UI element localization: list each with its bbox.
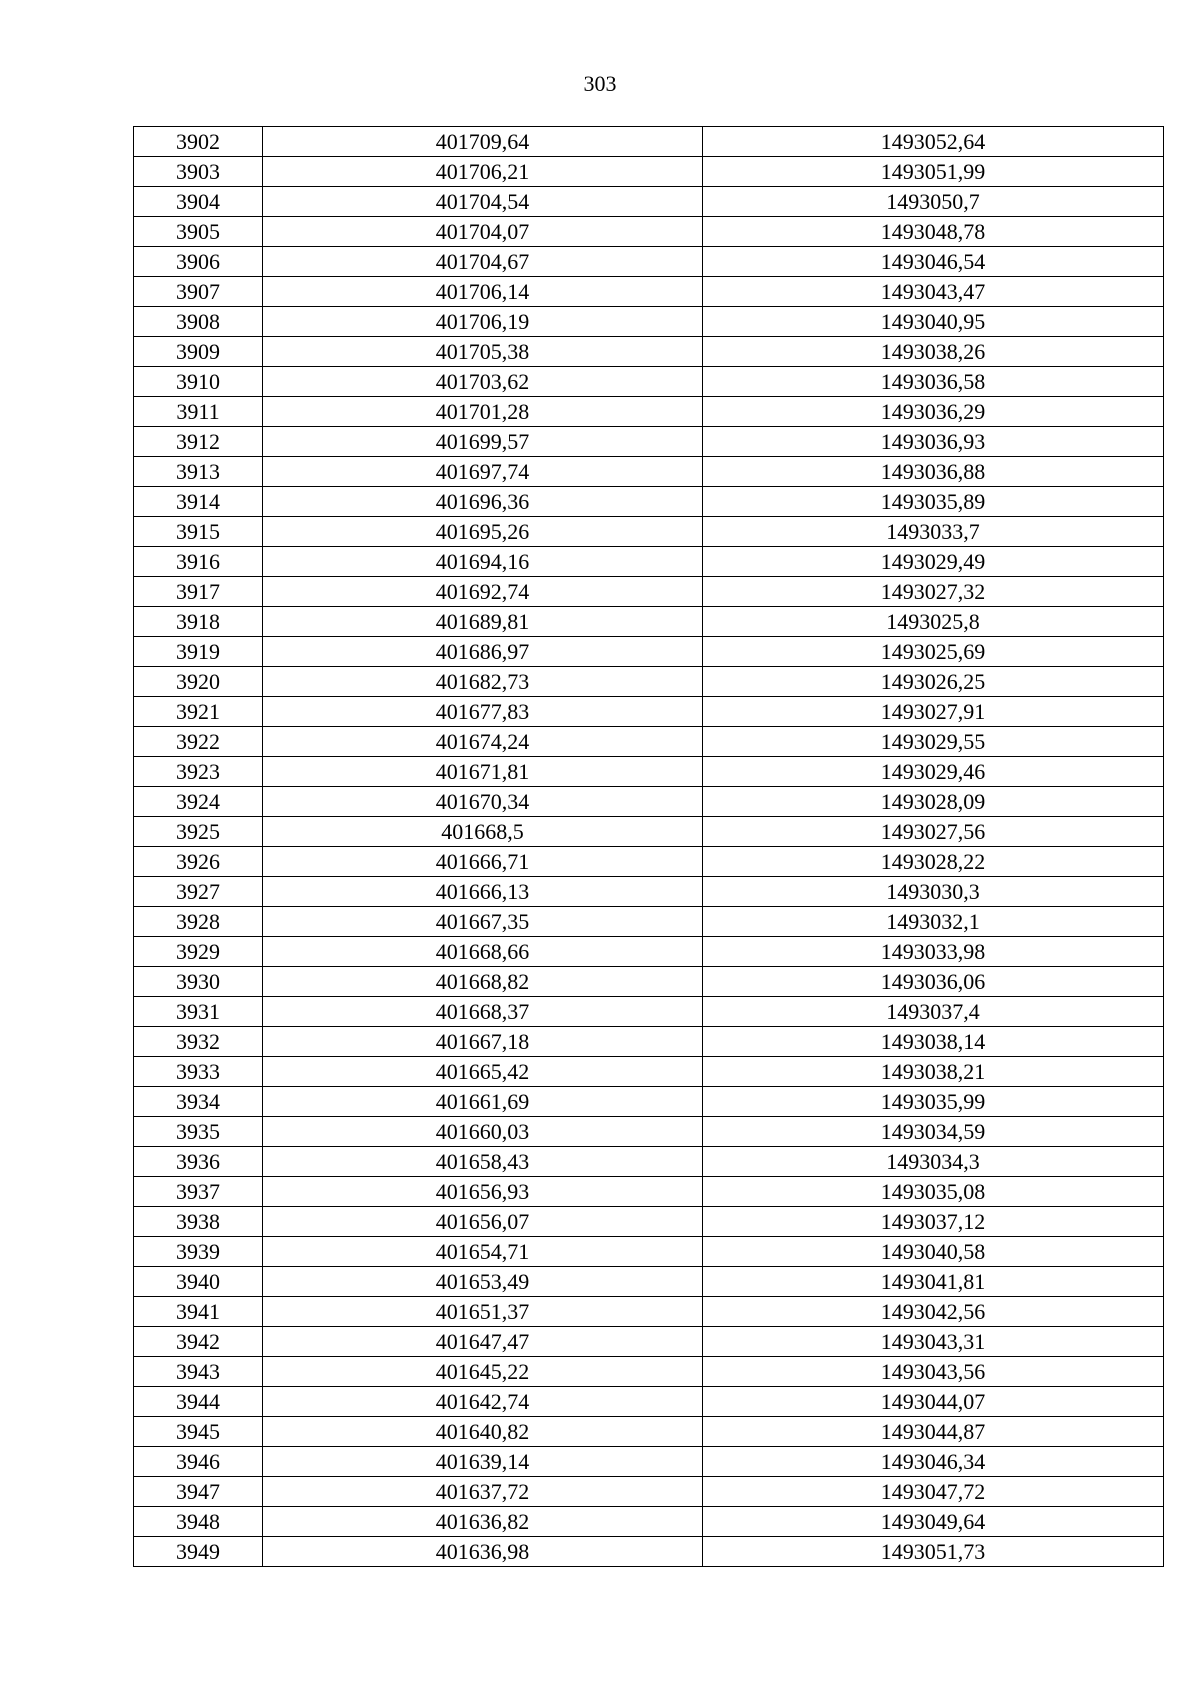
table-row [134, 1477, 1164, 1507]
point-number-cell: 3930 [134, 967, 263, 997]
y-coordinate-cell: 1493040,58 [703, 1237, 1164, 1267]
x-coordinate-cell: 401668,66 [263, 937, 703, 967]
y-coordinate-cell: 1493036,93 [703, 427, 1164, 457]
x-coordinate-cell: 401699,57 [263, 427, 703, 457]
table-row [134, 787, 1164, 817]
x-coordinate-cell: 401651,37 [263, 1297, 703, 1327]
x-coordinate-cell: 401647,47 [263, 1327, 703, 1357]
point-number-cell: 3945 [134, 1417, 263, 1447]
x-coordinate-cell: 401668,37 [263, 997, 703, 1027]
table-row [134, 817, 1164, 847]
x-coordinate-cell: 401653,49 [263, 1267, 703, 1297]
y-coordinate-cell: 1493038,14 [703, 1027, 1164, 1057]
y-coordinate-cell: 1493033,98 [703, 937, 1164, 967]
point-number-cell: 3943 [134, 1357, 263, 1387]
point-number-cell: 3910 [134, 367, 263, 397]
x-coordinate-cell: 401661,69 [263, 1087, 703, 1117]
point-number-cell: 3909 [134, 337, 263, 367]
table-row [134, 367, 1164, 397]
table-row [134, 1237, 1164, 1267]
point-number-cell: 3904 [134, 187, 263, 217]
table-row [134, 427, 1164, 457]
x-coordinate-cell: 401705,38 [263, 337, 703, 367]
point-number-cell: 3928 [134, 907, 263, 937]
table-row [134, 1087, 1164, 1117]
x-coordinate-cell: 401640,82 [263, 1417, 703, 1447]
table-row [134, 847, 1164, 877]
point-number-cell: 3918 [134, 607, 263, 637]
point-number-cell: 3914 [134, 487, 263, 517]
y-coordinate-cell: 1493028,22 [703, 847, 1164, 877]
point-number-cell: 3908 [134, 307, 263, 337]
table-row [134, 397, 1164, 427]
point-number-cell: 3924 [134, 787, 263, 817]
y-coordinate-cell: 1493046,34 [703, 1447, 1164, 1477]
x-coordinate-cell: 401668,82 [263, 967, 703, 997]
y-coordinate-cell: 1493041,81 [703, 1267, 1164, 1297]
y-coordinate-cell: 1493038,21 [703, 1057, 1164, 1087]
point-number-cell: 3906 [134, 247, 263, 277]
x-coordinate-cell: 401686,97 [263, 637, 703, 667]
x-coordinate-cell: 401665,42 [263, 1057, 703, 1087]
y-coordinate-cell: 1493035,99 [703, 1087, 1164, 1117]
table-row [134, 1447, 1164, 1477]
x-coordinate-cell: 401689,81 [263, 607, 703, 637]
coordinates-table-body [134, 127, 1164, 1567]
y-coordinate-cell: 1493043,31 [703, 1327, 1164, 1357]
y-coordinate-cell: 1493029,55 [703, 727, 1164, 757]
point-number-cell: 3911 [134, 397, 263, 427]
y-coordinate-cell: 1493048,78 [703, 217, 1164, 247]
point-number-cell: 3919 [134, 637, 263, 667]
x-coordinate-cell: 401694,16 [263, 547, 703, 577]
point-number-cell: 3907 [134, 277, 263, 307]
point-number-cell: 3938 [134, 1207, 263, 1237]
x-coordinate-cell: 401645,22 [263, 1357, 703, 1387]
table-row [134, 1147, 1164, 1177]
point-number-cell: 3920 [134, 667, 263, 697]
y-coordinate-cell: 1493033,7 [703, 517, 1164, 547]
table-row [134, 727, 1164, 757]
table-row [134, 757, 1164, 787]
x-coordinate-cell: 401706,19 [263, 307, 703, 337]
point-number-cell: 3937 [134, 1177, 263, 1207]
table-row [134, 247, 1164, 277]
y-coordinate-cell: 1493027,56 [703, 817, 1164, 847]
table-row [134, 487, 1164, 517]
x-coordinate-cell: 401656,07 [263, 1207, 703, 1237]
table-row [134, 1177, 1164, 1207]
x-coordinate-cell: 401668,5 [263, 817, 703, 847]
point-number-cell: 3905 [134, 217, 263, 247]
y-coordinate-cell: 1493037,12 [703, 1207, 1164, 1237]
x-coordinate-cell: 401639,14 [263, 1447, 703, 1477]
y-coordinate-cell: 1493043,47 [703, 277, 1164, 307]
y-coordinate-cell: 1493036,88 [703, 457, 1164, 487]
table-row [134, 1267, 1164, 1297]
x-coordinate-cell: 401670,34 [263, 787, 703, 817]
y-coordinate-cell: 1493044,07 [703, 1387, 1164, 1417]
y-coordinate-cell: 1493032,1 [703, 907, 1164, 937]
table-row [134, 637, 1164, 667]
point-number-cell: 3941 [134, 1297, 263, 1327]
y-coordinate-cell: 1493036,29 [703, 397, 1164, 427]
y-coordinate-cell: 1493025,69 [703, 637, 1164, 667]
y-coordinate-cell: 1493029,46 [703, 757, 1164, 787]
y-coordinate-cell: 1493052,64 [703, 127, 1164, 157]
table-row [134, 997, 1164, 1027]
x-coordinate-cell: 401642,74 [263, 1387, 703, 1417]
x-coordinate-cell: 401654,71 [263, 1237, 703, 1267]
y-coordinate-cell: 1493030,3 [703, 877, 1164, 907]
point-number-cell: 3915 [134, 517, 263, 547]
point-number-cell: 3929 [134, 937, 263, 967]
y-coordinate-cell: 1493026,25 [703, 667, 1164, 697]
y-coordinate-cell: 1493027,32 [703, 577, 1164, 607]
x-coordinate-cell: 401696,36 [263, 487, 703, 517]
table-row [134, 1057, 1164, 1087]
y-coordinate-cell: 1493025,8 [703, 607, 1164, 637]
table-row [134, 1507, 1164, 1537]
table-row [134, 1117, 1164, 1147]
y-coordinate-cell: 1493027,91 [703, 697, 1164, 727]
point-number-cell: 3946 [134, 1447, 263, 1477]
y-coordinate-cell: 1493044,87 [703, 1417, 1164, 1447]
x-coordinate-cell: 401658,43 [263, 1147, 703, 1177]
table-row [134, 1207, 1164, 1237]
y-coordinate-cell: 1493029,49 [703, 547, 1164, 577]
table-row [134, 457, 1164, 487]
x-coordinate-cell: 401706,14 [263, 277, 703, 307]
table-row [134, 667, 1164, 697]
table-row [134, 1387, 1164, 1417]
table-row [134, 607, 1164, 637]
point-number-cell: 3916 [134, 547, 263, 577]
table-row [134, 277, 1164, 307]
x-coordinate-cell: 401704,54 [263, 187, 703, 217]
table-row [134, 577, 1164, 607]
x-coordinate-cell: 401671,81 [263, 757, 703, 787]
x-coordinate-cell: 401637,72 [263, 1477, 703, 1507]
page-number: 303 [583, 71, 617, 96]
y-coordinate-cell: 1493050,7 [703, 187, 1164, 217]
table-row [134, 1297, 1164, 1327]
table-row [134, 1537, 1164, 1567]
point-number-cell: 3921 [134, 697, 263, 727]
point-number-cell: 3923 [134, 757, 263, 787]
point-number-cell: 3935 [134, 1117, 263, 1147]
point-number-cell: 3902 [134, 127, 263, 157]
y-coordinate-cell: 1493028,09 [703, 787, 1164, 817]
y-coordinate-cell: 1493038,26 [703, 337, 1164, 367]
y-coordinate-cell: 1493047,72 [703, 1477, 1164, 1507]
table-row [134, 517, 1164, 547]
x-coordinate-cell: 401701,28 [263, 397, 703, 427]
y-coordinate-cell: 1493036,58 [703, 367, 1164, 397]
x-coordinate-cell: 401703,62 [263, 367, 703, 397]
x-coordinate-cell: 401636,98 [263, 1537, 703, 1567]
table-row [134, 307, 1164, 337]
table-row [134, 127, 1164, 157]
point-number-cell: 3942 [134, 1327, 263, 1357]
x-coordinate-cell: 401692,74 [263, 577, 703, 607]
point-number-cell: 3949 [134, 1537, 263, 1567]
y-coordinate-cell: 1493049,64 [703, 1507, 1164, 1537]
point-number-cell: 3917 [134, 577, 263, 607]
x-coordinate-cell: 401656,93 [263, 1177, 703, 1207]
point-number-cell: 3936 [134, 1147, 263, 1177]
point-number-cell: 3944 [134, 1387, 263, 1417]
y-coordinate-cell: 1493051,73 [703, 1537, 1164, 1567]
point-number-cell: 3927 [134, 877, 263, 907]
y-coordinate-cell: 1493042,56 [703, 1297, 1164, 1327]
x-coordinate-cell: 401709,64 [263, 127, 703, 157]
x-coordinate-cell: 401706,21 [263, 157, 703, 187]
point-number-cell: 3932 [134, 1027, 263, 1057]
point-number-cell: 3939 [134, 1237, 263, 1267]
x-coordinate-cell: 401695,26 [263, 517, 703, 547]
point-number-cell: 3947 [134, 1477, 263, 1507]
point-number-cell: 3926 [134, 847, 263, 877]
table-row [134, 217, 1164, 247]
point-number-cell: 3913 [134, 457, 263, 487]
x-coordinate-cell: 401667,18 [263, 1027, 703, 1057]
table-row [134, 1417, 1164, 1447]
point-number-cell: 3925 [134, 817, 263, 847]
point-number-cell: 3933 [134, 1057, 263, 1087]
x-coordinate-cell: 401674,24 [263, 727, 703, 757]
point-number-cell: 3948 [134, 1507, 263, 1537]
y-coordinate-cell: 1493035,89 [703, 487, 1164, 517]
y-coordinate-cell: 1493046,54 [703, 247, 1164, 277]
table-row [134, 187, 1164, 217]
x-coordinate-cell: 401660,03 [263, 1117, 703, 1147]
table-row [134, 1027, 1164, 1057]
y-coordinate-cell: 1493035,08 [703, 1177, 1164, 1207]
point-number-cell: 3903 [134, 157, 263, 187]
x-coordinate-cell: 401666,13 [263, 877, 703, 907]
point-number-cell: 3940 [134, 1267, 263, 1297]
x-coordinate-cell: 401704,67 [263, 247, 703, 277]
table-row [134, 1357, 1164, 1387]
y-coordinate-cell: 1493051,99 [703, 157, 1164, 187]
coordinates-table [133, 126, 1164, 1567]
x-coordinate-cell: 401666,71 [263, 847, 703, 877]
table-row [134, 697, 1164, 727]
table-row [134, 157, 1164, 187]
x-coordinate-cell: 401704,07 [263, 217, 703, 247]
y-coordinate-cell: 1493036,06 [703, 967, 1164, 997]
x-coordinate-cell: 401677,83 [263, 697, 703, 727]
table-row [134, 337, 1164, 367]
x-coordinate-cell: 401636,82 [263, 1507, 703, 1537]
y-coordinate-cell: 1493040,95 [703, 307, 1164, 337]
x-coordinate-cell: 401697,74 [263, 457, 703, 487]
y-coordinate-cell: 1493034,3 [703, 1147, 1164, 1177]
y-coordinate-cell: 1493037,4 [703, 997, 1164, 1027]
point-number-cell: 3934 [134, 1087, 263, 1117]
x-coordinate-cell: 401682,73 [263, 667, 703, 697]
table-row [134, 547, 1164, 577]
table-row [134, 967, 1164, 997]
y-coordinate-cell: 1493043,56 [703, 1357, 1164, 1387]
table-row [134, 907, 1164, 937]
table-row [134, 877, 1164, 907]
point-number-cell: 3912 [134, 427, 263, 457]
y-coordinate-cell: 1493034,59 [703, 1117, 1164, 1147]
point-number-cell: 3922 [134, 727, 263, 757]
table-row [134, 937, 1164, 967]
x-coordinate-cell: 401667,35 [263, 907, 703, 937]
point-number-cell: 3931 [134, 997, 263, 1027]
table-row [134, 1327, 1164, 1357]
